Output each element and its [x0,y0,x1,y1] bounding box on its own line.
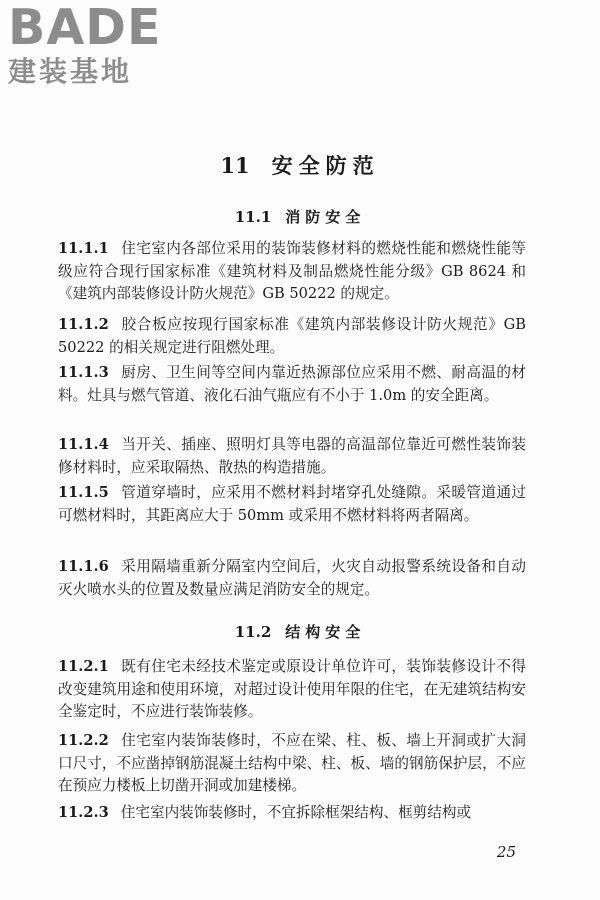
clause-text: 既有住宅未经技术鉴定或原设计单位许可，装饰装修设计不得改变建筑用途和使用环境，对超过设计使用年限的住宅，在无建筑结构安全鉴定时，不应进行装饰装修。 [58,658,526,721]
chapter-title: 安全防范 [271,153,380,178]
watermark-logo [8,2,178,92]
clause-paragraph [58,730,526,798]
clause-paragraph [58,238,526,306]
clause-paragraph [58,556,526,601]
section-heading [0,621,600,642]
clause-text: 住宅室内装饰装修时，不应在梁、柱、板、墙上开洞或扩大洞口尺寸，不应凿掉钢筋混凝土结构中梁、柱、板、墙的钢筋保护层，不应在预应力楼板上切凿开洞或加建楼梯。 [58,732,526,795]
clause-number: 11.1.5 [58,484,109,501]
page-number: 25 [496,843,516,861]
clause-number: 11.1.6 [58,558,109,575]
clause-number: 11.2.2 [58,732,109,749]
section-title: 结构安全 [285,623,366,641]
section-number: 11.1 [234,208,272,226]
clause-paragraph [58,802,526,825]
clause-paragraph [58,656,526,724]
clause-paragraph [58,482,526,527]
clause-text: 厨房、卫生间等空间内靠近热源部位应采用不燃、耐高温的材料。灶具与燃气管道、液化石油气瓶应有不小于 1.0m 的安全距离。 [58,364,526,404]
chapter-number: 11 [220,153,250,178]
clause-number: 11.1.3 [58,364,109,381]
clause-text: 管道穿墙时，应采用不燃材料封堵穿孔处缝隙。采暖管道通过可燃材料时，其距离应大于 50mm 或采用不燃材料将两者隔离。 [58,484,526,524]
section-heading [0,206,600,227]
clause-number: 11.1.4 [58,436,109,453]
clause-paragraph [58,314,526,359]
logo-subtitle: 建装基地 [8,55,133,88]
clause-paragraph [58,362,526,407]
clause-number: 11.2.1 [58,658,109,675]
clause-text: 采用隔墙重新分隔室内空间后，火灾自动报警系统设备和自动灭火喷水头的位置及数量应满足消防安全的规定。 [58,558,526,598]
clause-paragraph [58,434,526,479]
clause-text: 当开关、插座、照明灯具等电器的高温部位靠近可燃性装饰装修材料时，应采取隔热、散热的构造措施。 [58,436,526,476]
clause-text: 住宅室内装饰装修时，不宜拆除框架结构、框剪结构或 [120,804,472,821]
clause-number: 11.2.3 [58,804,109,821]
clause-number: 11.1.1 [58,240,109,257]
logo-wordmark: BADE [8,0,162,56]
clause-text: 住宅室内各部位采用的装饰装修材料的燃烧性能和燃烧性能等级应符合现行国家标准《建筑材料及制品燃烧性能分级》GB 8624 和《建筑内部装修设计防火规范》GB 50222 的规定。 [58,240,526,303]
section-title: 消防安全 [285,208,366,226]
section-number: 11.2 [234,623,272,641]
clause-number: 11.1.2 [58,316,109,333]
chapter-heading [0,150,600,180]
clause-text: 胶合板应按现行国家标准《建筑内部装修设计防火规范》GB 50222 的相关规定进行阻燃处理。 [58,316,526,356]
